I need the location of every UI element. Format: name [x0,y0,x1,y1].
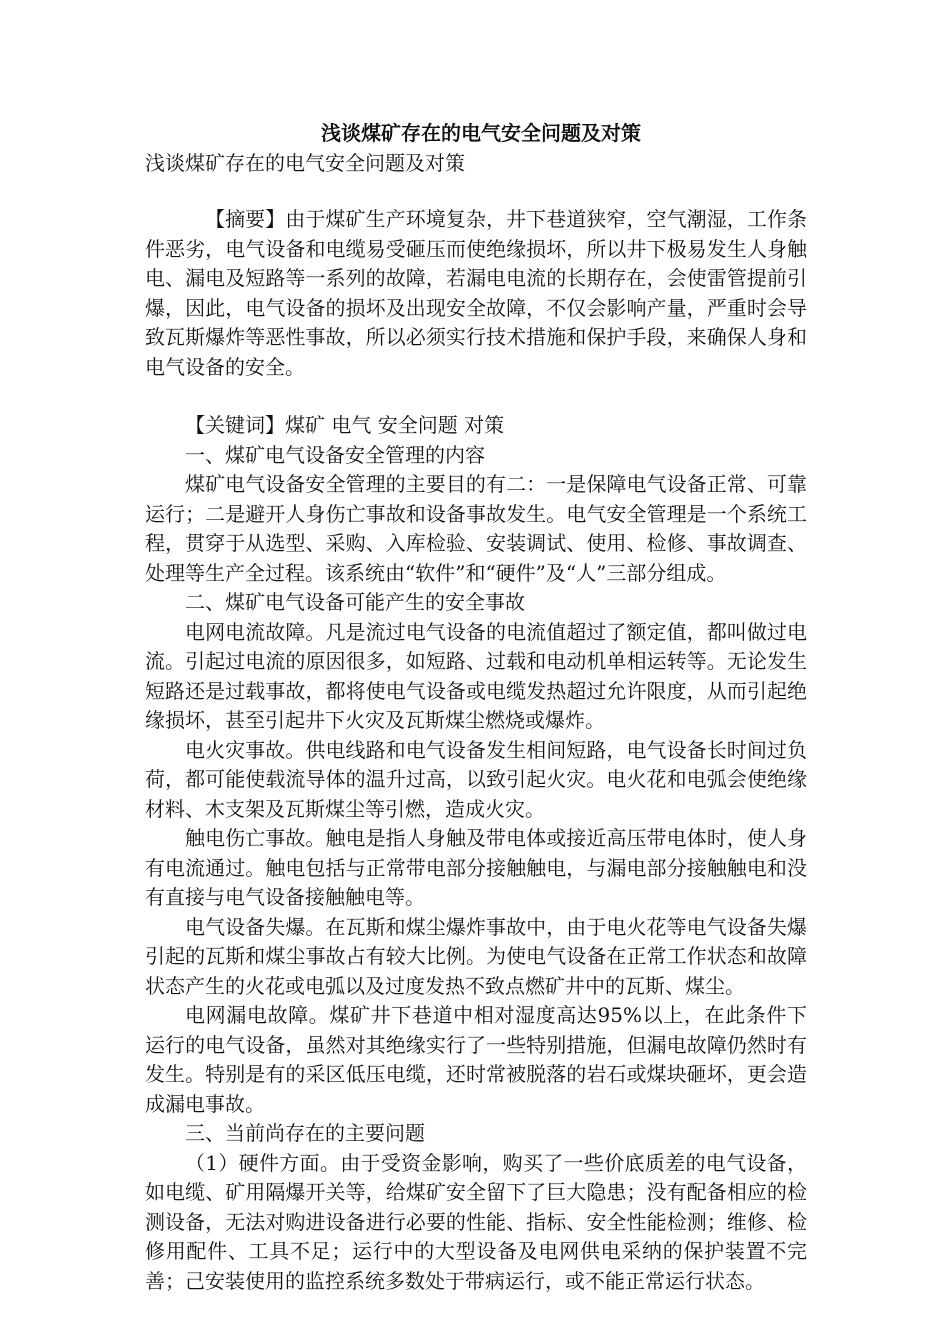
body-paragraph: 电网漏电故障。煤矿井下巷道中相对湿度高达95%以上，在此条件下运行的电气设备，虽然对其绝缘实行了一些特别措施，但漏电故障仍然时有发生。特别是有的采区低压电缆，还时常被脱落的岩石或煤块砸坏，更会造成漏电事故。 [145,1003,807,1116]
document-subtitle: 浅谈煤矿存在的电气安全问题及对策 [145,151,465,175]
spacer [145,382,807,411]
body-paragraph: 电网电流故障。凡是流过电气设备的电流值超过了额定值，都叫做过电流。引起过电流的原因很多，如短路、过载和电动机单相运转等。无论发生短路还是过载事故，都将使电气设备或电缆发热超过允许限度，从而引起绝缘损坏，甚至引起井下火灾及瓦斯煤尘燃烧或爆炸。 [145,619,807,732]
document-body [145,118,807,1296]
abstract-paragraph: 【摘要】由于煤矿生产环境复杂，井下巷道狭窄，空气潮湿，工作条件恶劣，电气设备和电缆易受砸压而使绝缘损坏，所以井下极易发生人身触电、漏电及短路等一系列的故障，若漏电电流的长期存在，会使雷管提前引爆，因此，电气设备的损坏及出现安全故障，不仅会影响产量，严重时会导致瓦斯爆炸等恶性事故，所以必须实行技术措施和保护手段，来确保人身和电气设备的安全。 [145,207,807,379]
body-paragraph: （1）硬件方面。由于受资金影响，购买了一些价底质差的电气设备，如电缆、矿用隔爆开关等，给煤矿安全留下了巨大隐患；没有配备相应的检测设备，无法对购进设备进行必要的性能、指标、安全性能检测；维修、检修用配件、工具不足；运行中的大型设备及电网供电采纳的保护装置不完善；己安装使用的监控系统多数处于带病运行，或不能正常运行状态。 [145,1150,807,1293]
document-title: 浅谈煤矿存在的电气安全问题及对策 [321,121,641,145]
spacer [145,178,807,205]
body-paragraph: 电火灾事故。供电线路和电气设备发生相间短路，电气设备长时间过负荷，都可能使载流导体的温升过高，以致引起火灾。电火花和电弧会使绝缘材料、木支架及瓦斯煤尘等引燃，造成火灾。 [145,737,807,821]
section-heading-1: 一、煤矿电气设备安全管理的内容 [185,442,485,467]
section-heading-2: 二、煤矿电气设备可能产生的安全事故 [185,590,525,614]
keywords-line: 【关键词】煤矿 电气 安全问题 对策 [185,413,505,437]
section-heading-3: 三、当前尚存在的主要问题 [185,1121,425,1145]
body-paragraph: 电气设备失爆。在瓦斯和煤尘爆炸事故中，由于电火花等电气设备失爆引起的瓦斯和煤尘事故占有较大比例。为使电气设备在正常工作状态和故障状态产生的火花或电弧以及过度发热不致点燃矿井中的瓦斯、煤尘。 [145,914,807,998]
body-paragraph: 煤矿电气设备安全管理的主要目的有二：一是保障电气设备正常、可靠运行；二是避开人身伤亡事故和设备事故发生。电气安全管理是一个系统工程，贯穿于从选型、采购、入库检验、安装调试、使用、检修、事故调查、处理等生产全过程。该系统由“软件”和“硬件”及“人”三部分组成。 [145,472,807,585]
body-paragraph: 触电伤亡事故。触电是指人身触及带电体或接近高压带电体时，使人身有电流通过。触电包括与正常带电部分接触触电，与漏电部分接触触电和没有直接与电气设备接触触电等。 [145,826,807,909]
